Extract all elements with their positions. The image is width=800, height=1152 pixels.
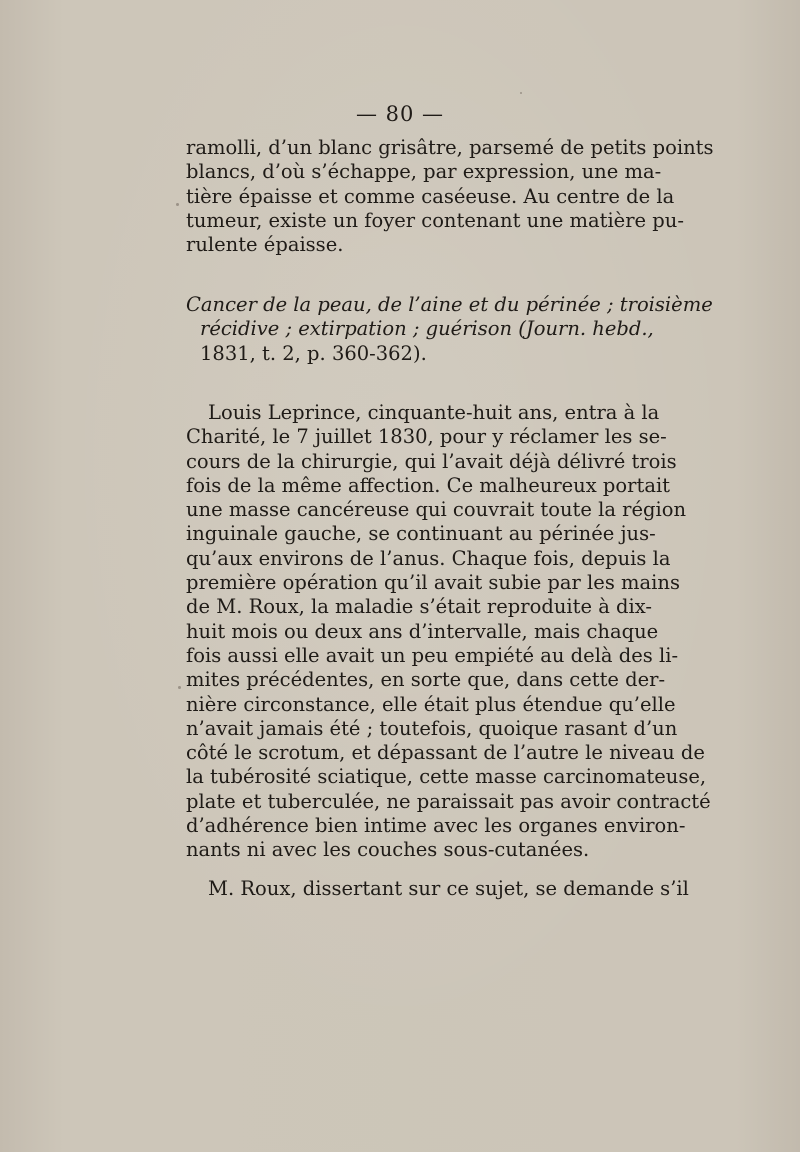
text-line: fois de la même affection. Ce malheureux portait [186, 473, 671, 497]
text-line: nants ni avec les couches sous-cutanées. [186, 838, 590, 862]
text-line: n’avait jamais été ; toutefois, quoique rasant d’un [186, 716, 678, 740]
paper-speck [176, 203, 179, 206]
text-line: tière épaisse et comme caséeuse. Au centre de la [186, 184, 675, 208]
case-paragraph [186, 401, 711, 863]
text-line: une masse cancéreuse qui couvrait toute la région [186, 498, 687, 522]
text-line: qu’aux environs de l’anus. Chaque fois, depuis la [186, 546, 671, 570]
text-line: première opération qu’il avait subie par les mains [186, 571, 680, 595]
text-line: de M. Roux, la maladie s’était reproduite à dix- [186, 595, 652, 619]
text-line: huit mois ou deux ans d’intervalle, mais chaque [186, 619, 659, 643]
page-number: — 80 — [355, 102, 445, 126]
heading-line: 1831, t. 2, p. 360-362). [200, 341, 427, 365]
text-line: la tubérosité sciatique, cette masse carcinomateuse, [186, 765, 707, 789]
text-line: côté le scrotum, et dépassant de l’autre le niveau de [186, 741, 705, 765]
text-line: cours de la chirurgie, qui l’avait déjà délivré trois [186, 449, 677, 473]
text-line: Charité, le 7 juillet 1830, pour y réclamer les se- [186, 425, 667, 449]
heading-line: Cancer de la peau, de l’aine et du périnée ; troisième [186, 293, 713, 316]
text-line: fois aussi elle avait un peu empiété au delà des li- [186, 643, 679, 667]
text-line: d’adhérence bien intime avec les organes environ- [186, 814, 686, 838]
text-line: plate et tuberculée, ne paraissait pas avoir contracté [186, 789, 711, 813]
case-heading [186, 293, 713, 366]
text-line: M. Roux, dissertant sur ce sujet, se demande s’il [208, 877, 689, 900]
text-line: Louis Leprince, cinquante-huit ans, entra à la [208, 401, 660, 424]
text-line: nière circonstance, elle était plus étendue qu’elle [186, 692, 676, 716]
paper-speck [178, 686, 181, 689]
text-line: ramolli, d’un blanc grisâtre, parsemé de petits points [186, 136, 714, 159]
paragraph-continuation [186, 136, 714, 257]
text-line: mites précédentes, en sorte que, dans cette der- [186, 668, 666, 692]
next-paragraph [186, 877, 689, 901]
text-line: rulente épaisse. [186, 233, 344, 257]
text-line: tumeur, existe un foyer contenant une matière pu- [186, 208, 684, 232]
paper-speck [520, 92, 522, 94]
text-line: inguinale gauche, se continuant au périnée jus- [186, 522, 656, 546]
text-line: blancs, d’où s’échappe, par expression, une ma- [186, 160, 662, 184]
heading-line: récidive ; extirpation ; guérison (Journ. hebd., [200, 317, 654, 341]
